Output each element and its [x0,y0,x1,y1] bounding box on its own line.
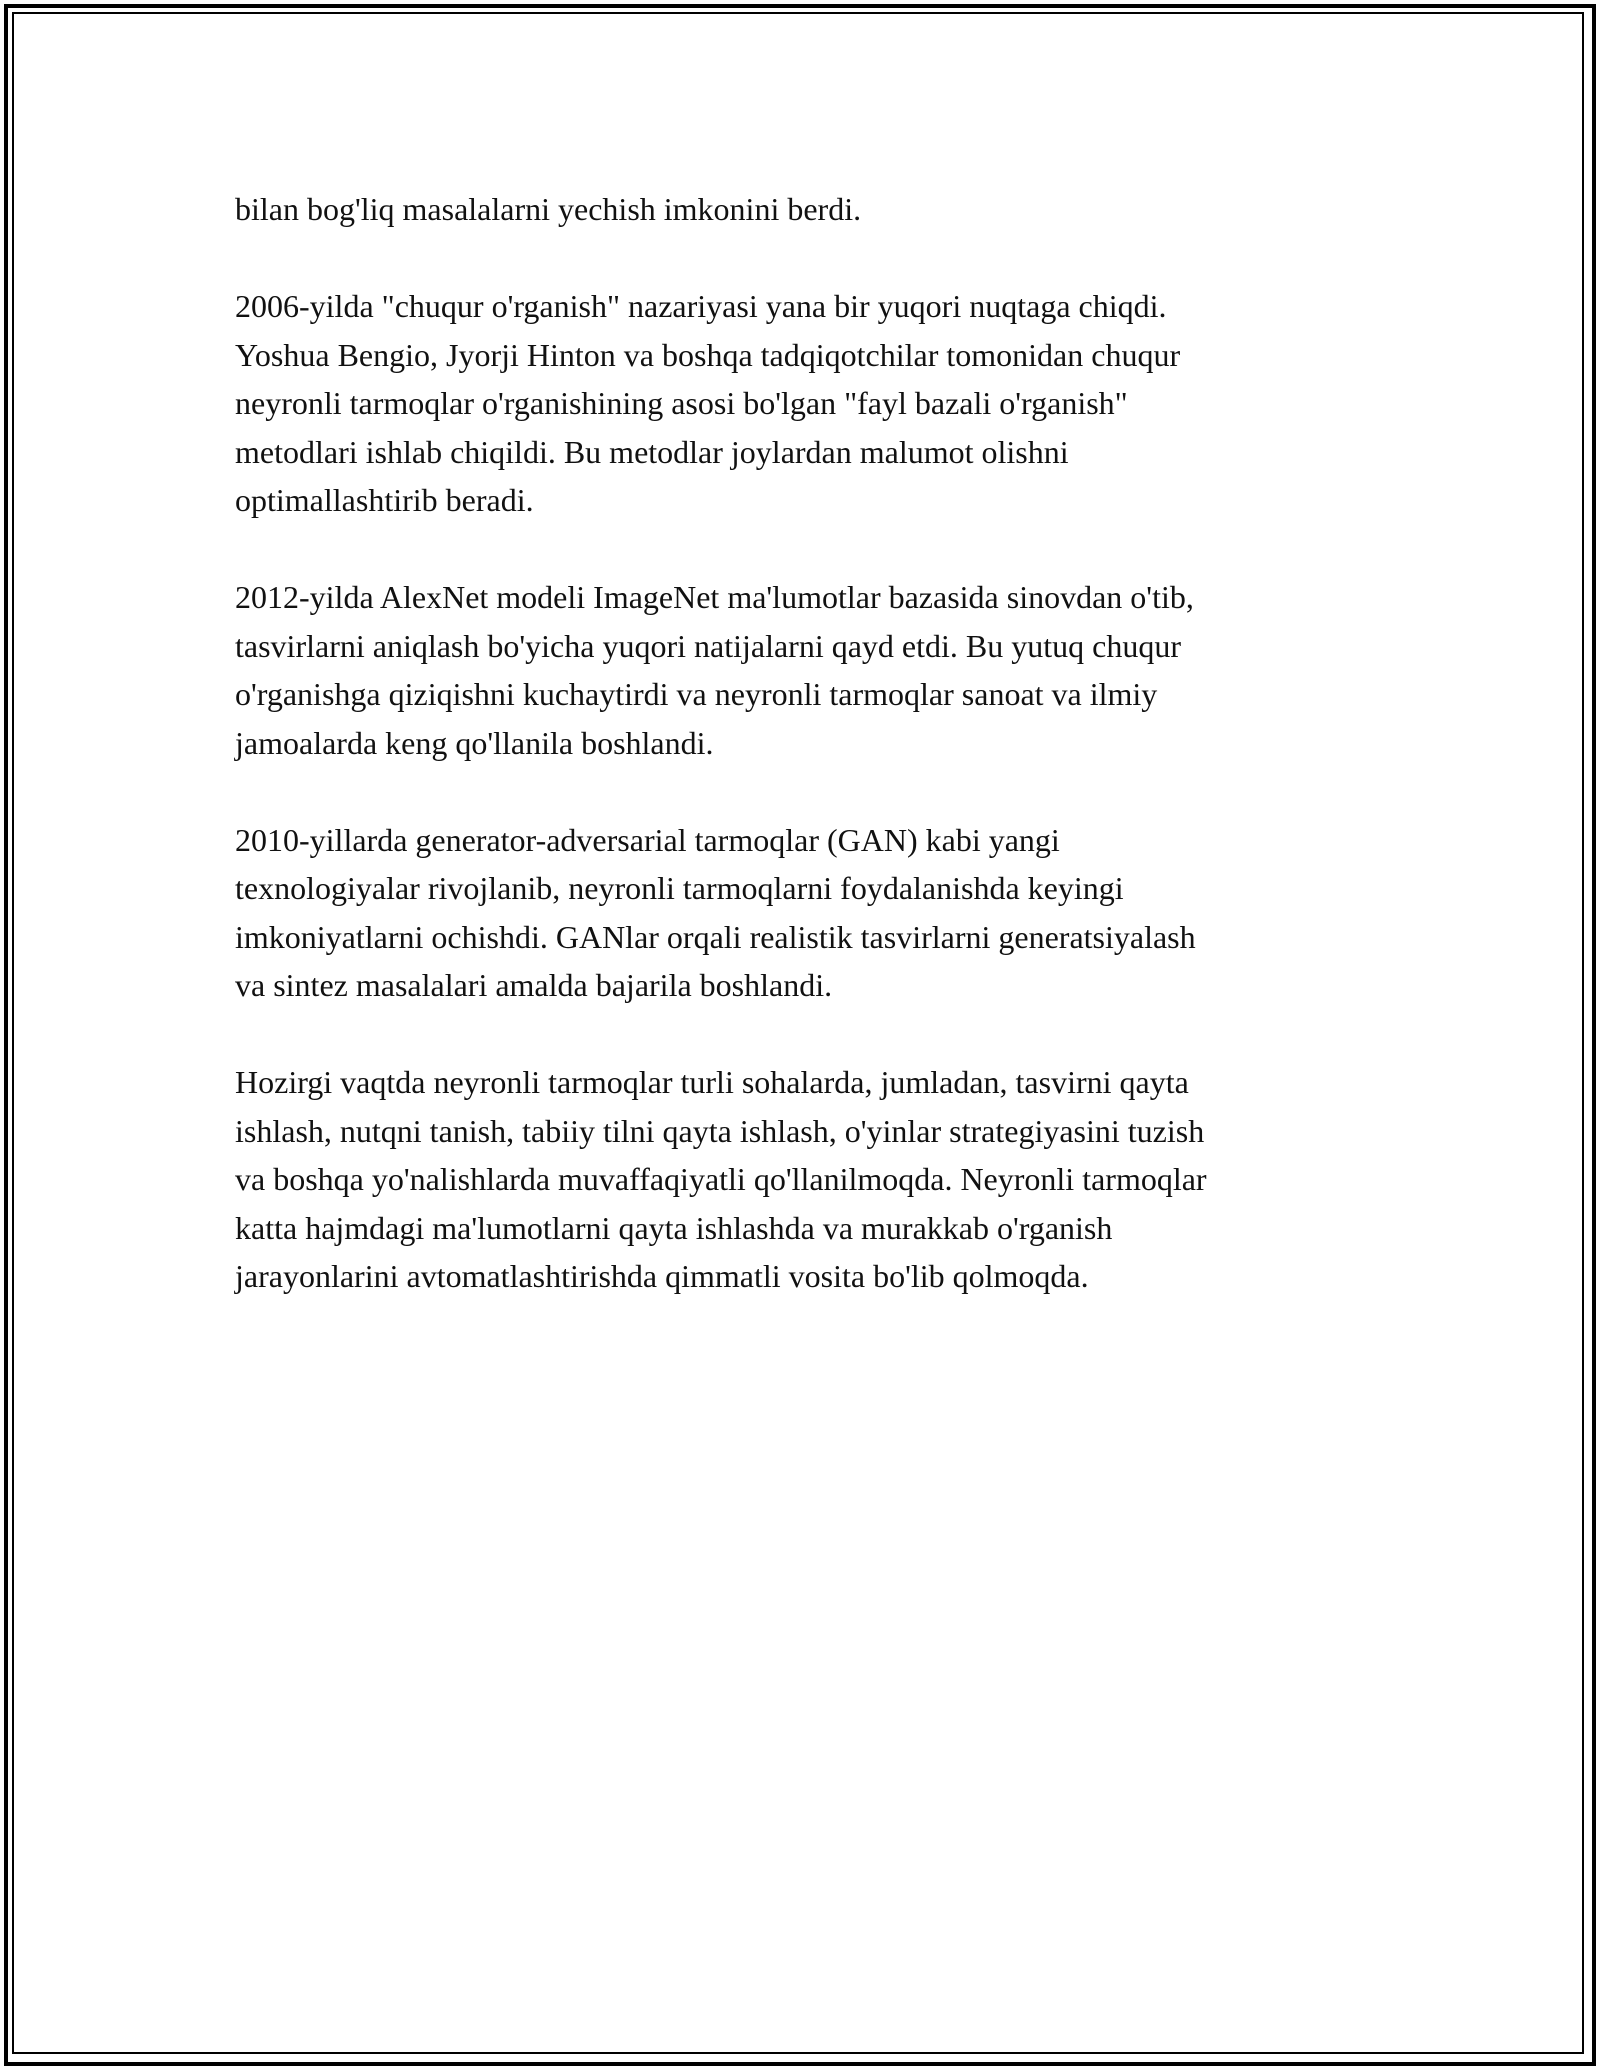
paragraph-present: Hozirgi vaqtda neyronli tarmoqlar turli sohalarda, jumladan, tasvirni qayta ishlash, nutqni tanish, tabiiy tilni qayta ishlash, o'yinlar strategiyasini tuzish va boshqa yo'nalishlarda muvaffaqiyatli qo'llanilmoqda. Neyronli tarmoqlar katta hajmdagi ma'lumotlarni qayta ishlashda va murakkab o'rganish jarayonlarini avtomatlashtirishda qimmatli vosita bo'lib qolmoqda. [235,1064,1207,1294]
paragraph-2006: 2006-yilda "chuqur o'rganish" nazariyasi yana bir yuqori nuqtaga chiqdi. Yoshua Bengio, Jyorji Hinton va boshqa tadqiqotchilar tomonidan chuqur neyronli tarmoqlar o'rganishining asosi bo'lgan "fayl bazali o'rganish" metodlari ishlab chiqildi. Bu metodlar joylardan malumot olishni optimallashtirib beradi. [235,288,1181,518]
paragraph-2010s: 2010-yillarda generator-adversarial tarmoqlar (GAN) kabi yangi texnologiyalar rivojlanib, neyronli tarmoqlarni foydalanishda keyingi imkoniyatlarni ochishdi. GANlar orqali realistik tasvirlarni generatsiyalash va sintez masalalari amalda bajarila boshlandi. [235,821,1196,1003]
paragraph-continuation: bilan bog'liq masalalarni yechish imkonini berdi. [235,191,862,227]
document-body [235,185,1370,1349]
paragraph-2012: 2012-yilda AlexNet modeli ImageNet ma'lumotlar bazasida sinovdan o'tib, tasvirlarni aniqlash bo'yicha yuqori natijalarni qayd etdi. Bu yutuq chuqur o'rganishga qiziqishni kuchaytirdi va neyronli tarmoqlar sanoat va ilmiy jamoalarda keng qo'llanila boshlandi. [235,579,1194,761]
